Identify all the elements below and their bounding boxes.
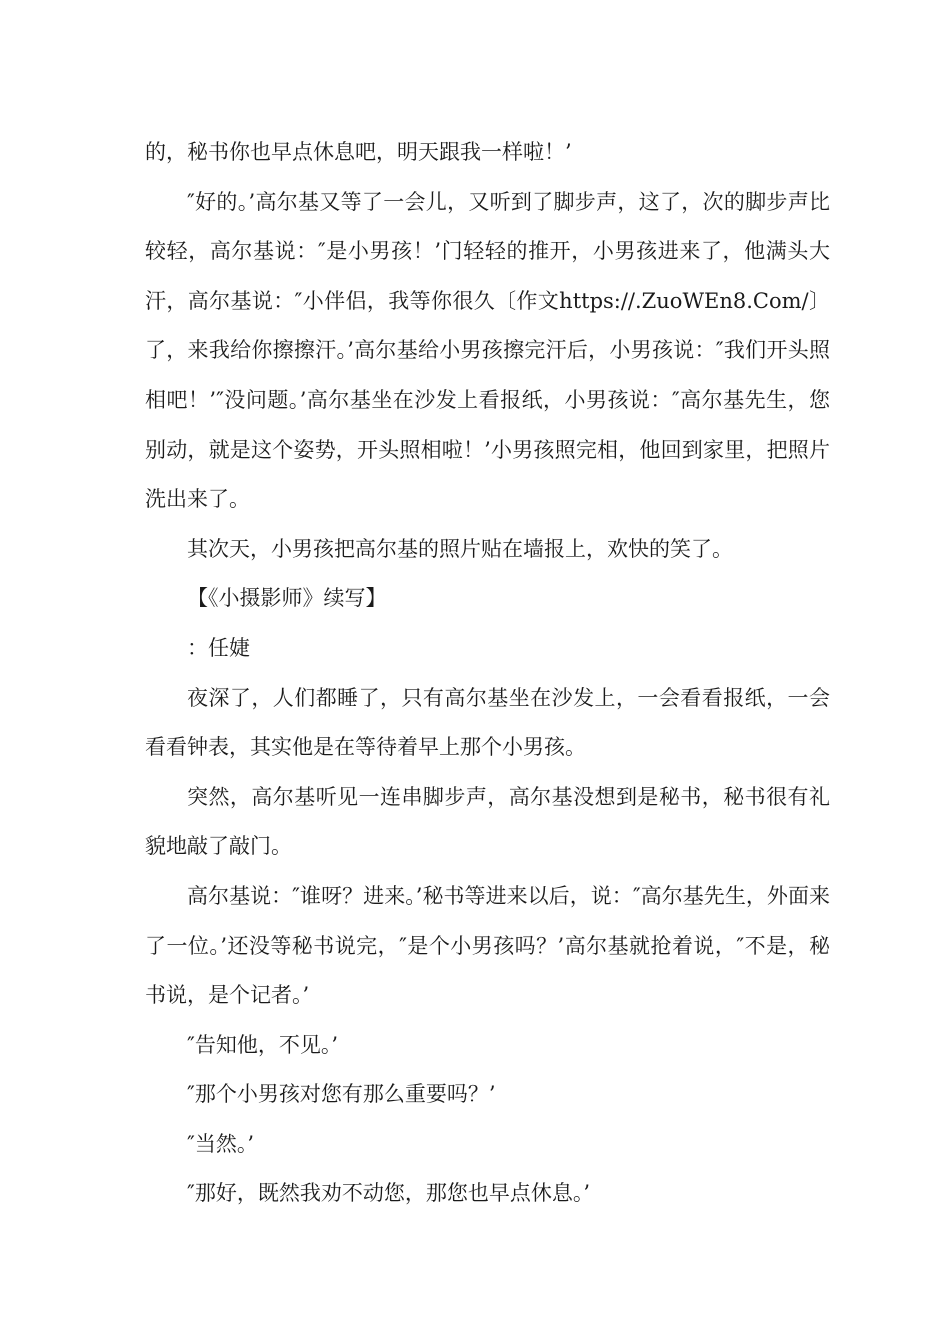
section-heading: 【《小摄影师》续写】 [187, 586, 387, 611]
paragraph-8: 高尔基说：″谁呀？进来。’秘书等进来以后，说：″高尔基先生，外面来了一位。’还没等秘书说完，″是个小男孩吗？’高尔基就抢着说，″不是，秘书说，是个记者。’ [145, 883, 830, 1008]
paragraph-9: ″告知他，不见。’ [187, 1032, 339, 1057]
paragraph-12: ″那好，既然我劝不动您，那您也早点休息。’ [187, 1181, 591, 1206]
paragraph-10: ″那个小男孩对您有那么重要吗？’ [187, 1082, 496, 1107]
paragraph-11: ″当然。’ [187, 1131, 255, 1156]
paragraph-6: 夜深了，人们都睡了，只有高尔基坐在沙发上，一会看看报纸，一会看看钟表，其实他是在等待着早上那个小男孩。 [145, 685, 830, 760]
author-line: ：任婕 [187, 635, 250, 660]
paragraph-2: ″好的。’高尔基又等了一会儿，又听到了脚步声，这了，次的脚步声比较轻，高尔基说：″是小男孩！’门轻轻的推开，小男孩进来了，他满头大汗，高尔基说：″小伴侣，我等你很久〔作文https://.ZuoWEn8.Com/〕了，来我给你擦擦汗。’高尔基给小男孩擦完汗后，小男孩说：″我们开头照相吧！’″没问题。’高尔基坐在沙发上看报纸，小男孩说：″高尔基先生，您别动，就是这个姿势，开头照相啦！’小男孩照完相，他回到家里，把照片洗出来了。 [145, 189, 830, 512]
paragraph-7: 突然，高尔基听见一连串脚步声，高尔基没想到是秘书，秘书很有礼貌地敲了敲门。 [145, 784, 830, 859]
document-body [145, 128, 830, 1219]
paragraph-1: 的，秘书你也早点休息吧，明天跟我一样啦！’ [145, 140, 572, 164]
paragraph-3: 其次天，小男孩把高尔基的照片贴在墙报上，欢快的笑了。 [187, 536, 733, 561]
